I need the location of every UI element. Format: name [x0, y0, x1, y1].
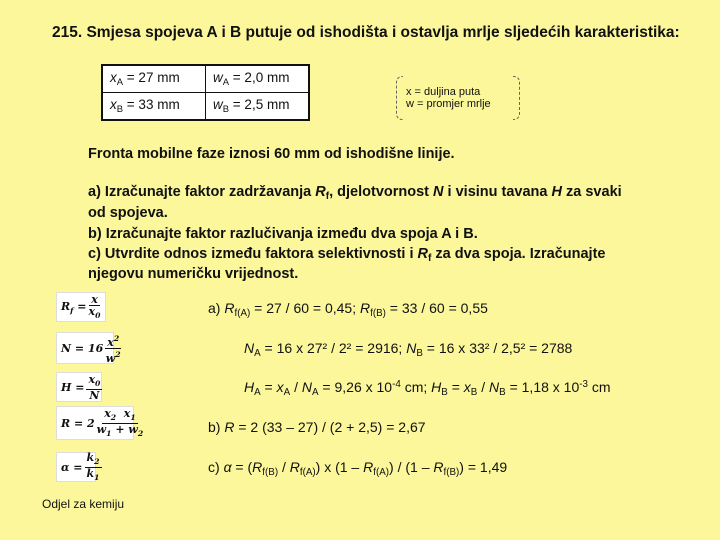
answer-r: b) R = 2 (33 – 27) / (2 + 2,5) = 2,67	[208, 419, 426, 435]
legend-line: w = promjer mrlje	[406, 98, 491, 110]
formula-alpha: α = $\frac{k_2}{k_1}$	[56, 452, 96, 482]
table-cell: $x_A = 27$ mm	[102, 65, 206, 93]
front-text: Fronta mobilne faze iznosi 60 mm od ishodišne linije.	[88, 146, 455, 162]
formula-n: N = 16 $\frac{x^2}{w^2}$	[56, 332, 114, 364]
table-row	[102, 93, 309, 121]
task-c: c) Utvrdite odnos između faktora selektivnosti i $R_f$ za dva spoja. Izračunajte	[88, 246, 606, 264]
formula-rf: $R_f$ = $\frac{x}{x_0}$	[56, 292, 106, 322]
task-b: b) Izračunajte faktor razlučivanja između dva spoja A i B.	[88, 226, 478, 242]
task-a: a) Izračunajte faktor zadržavanja $R_f$, djelotvornost N i visinu tavana H za svaki	[88, 184, 622, 202]
task-c-cont: njegovu numeričku vrijednost.	[88, 266, 299, 282]
table-row	[102, 65, 309, 93]
formula-h: H = $\frac{x_0}{N}$	[56, 372, 102, 402]
answer-n: $N_A = 16$ x 27² / 2² = 2916; $N_B = 16$ x 33² / 2,5² = 2788	[244, 340, 573, 359]
table-cell: $w_A = 2,0$ mm	[206, 65, 310, 93]
legend-note	[396, 76, 520, 120]
formula-r: R = 2 $\frac{x_2 x_1}{w_1 + w_2}$	[56, 406, 134, 440]
problem-heading: 215. Smjesa spojeva A i B putuje od ishodišta i ostavlja mrlje sljedećih karakteristika:	[52, 24, 680, 41]
spot-data-table	[101, 64, 310, 121]
answer-h: $H_A = x_A / N_A = 9,26$ x $10^{-4}$ cm; $H_B = x_B / N_B = 1,18$ x $10^{-3}$ cm	[244, 379, 611, 398]
answer-rf: a) $R_{f(A)} = 27 / 60 = 0,45$; $R_{f(B)} = 33 / 60 = 0,55$	[208, 300, 488, 319]
task-a-cont: od spojeva.	[88, 205, 168, 221]
table-cell: $x_B = 33$ mm	[102, 93, 206, 121]
legend-line: x = duljina puta	[406, 86, 481, 98]
answer-alpha: c) $\alpha = (R_{f(B)} / R_{f(A)})$ x $(1 - R_{f(A)}) / (1 - R_{f(B)}) = 1,49$	[208, 459, 508, 478]
footer-label: Odjel za kemiju	[42, 497, 125, 511]
table-cell: $w_B = 2,5$ mm	[206, 93, 310, 121]
